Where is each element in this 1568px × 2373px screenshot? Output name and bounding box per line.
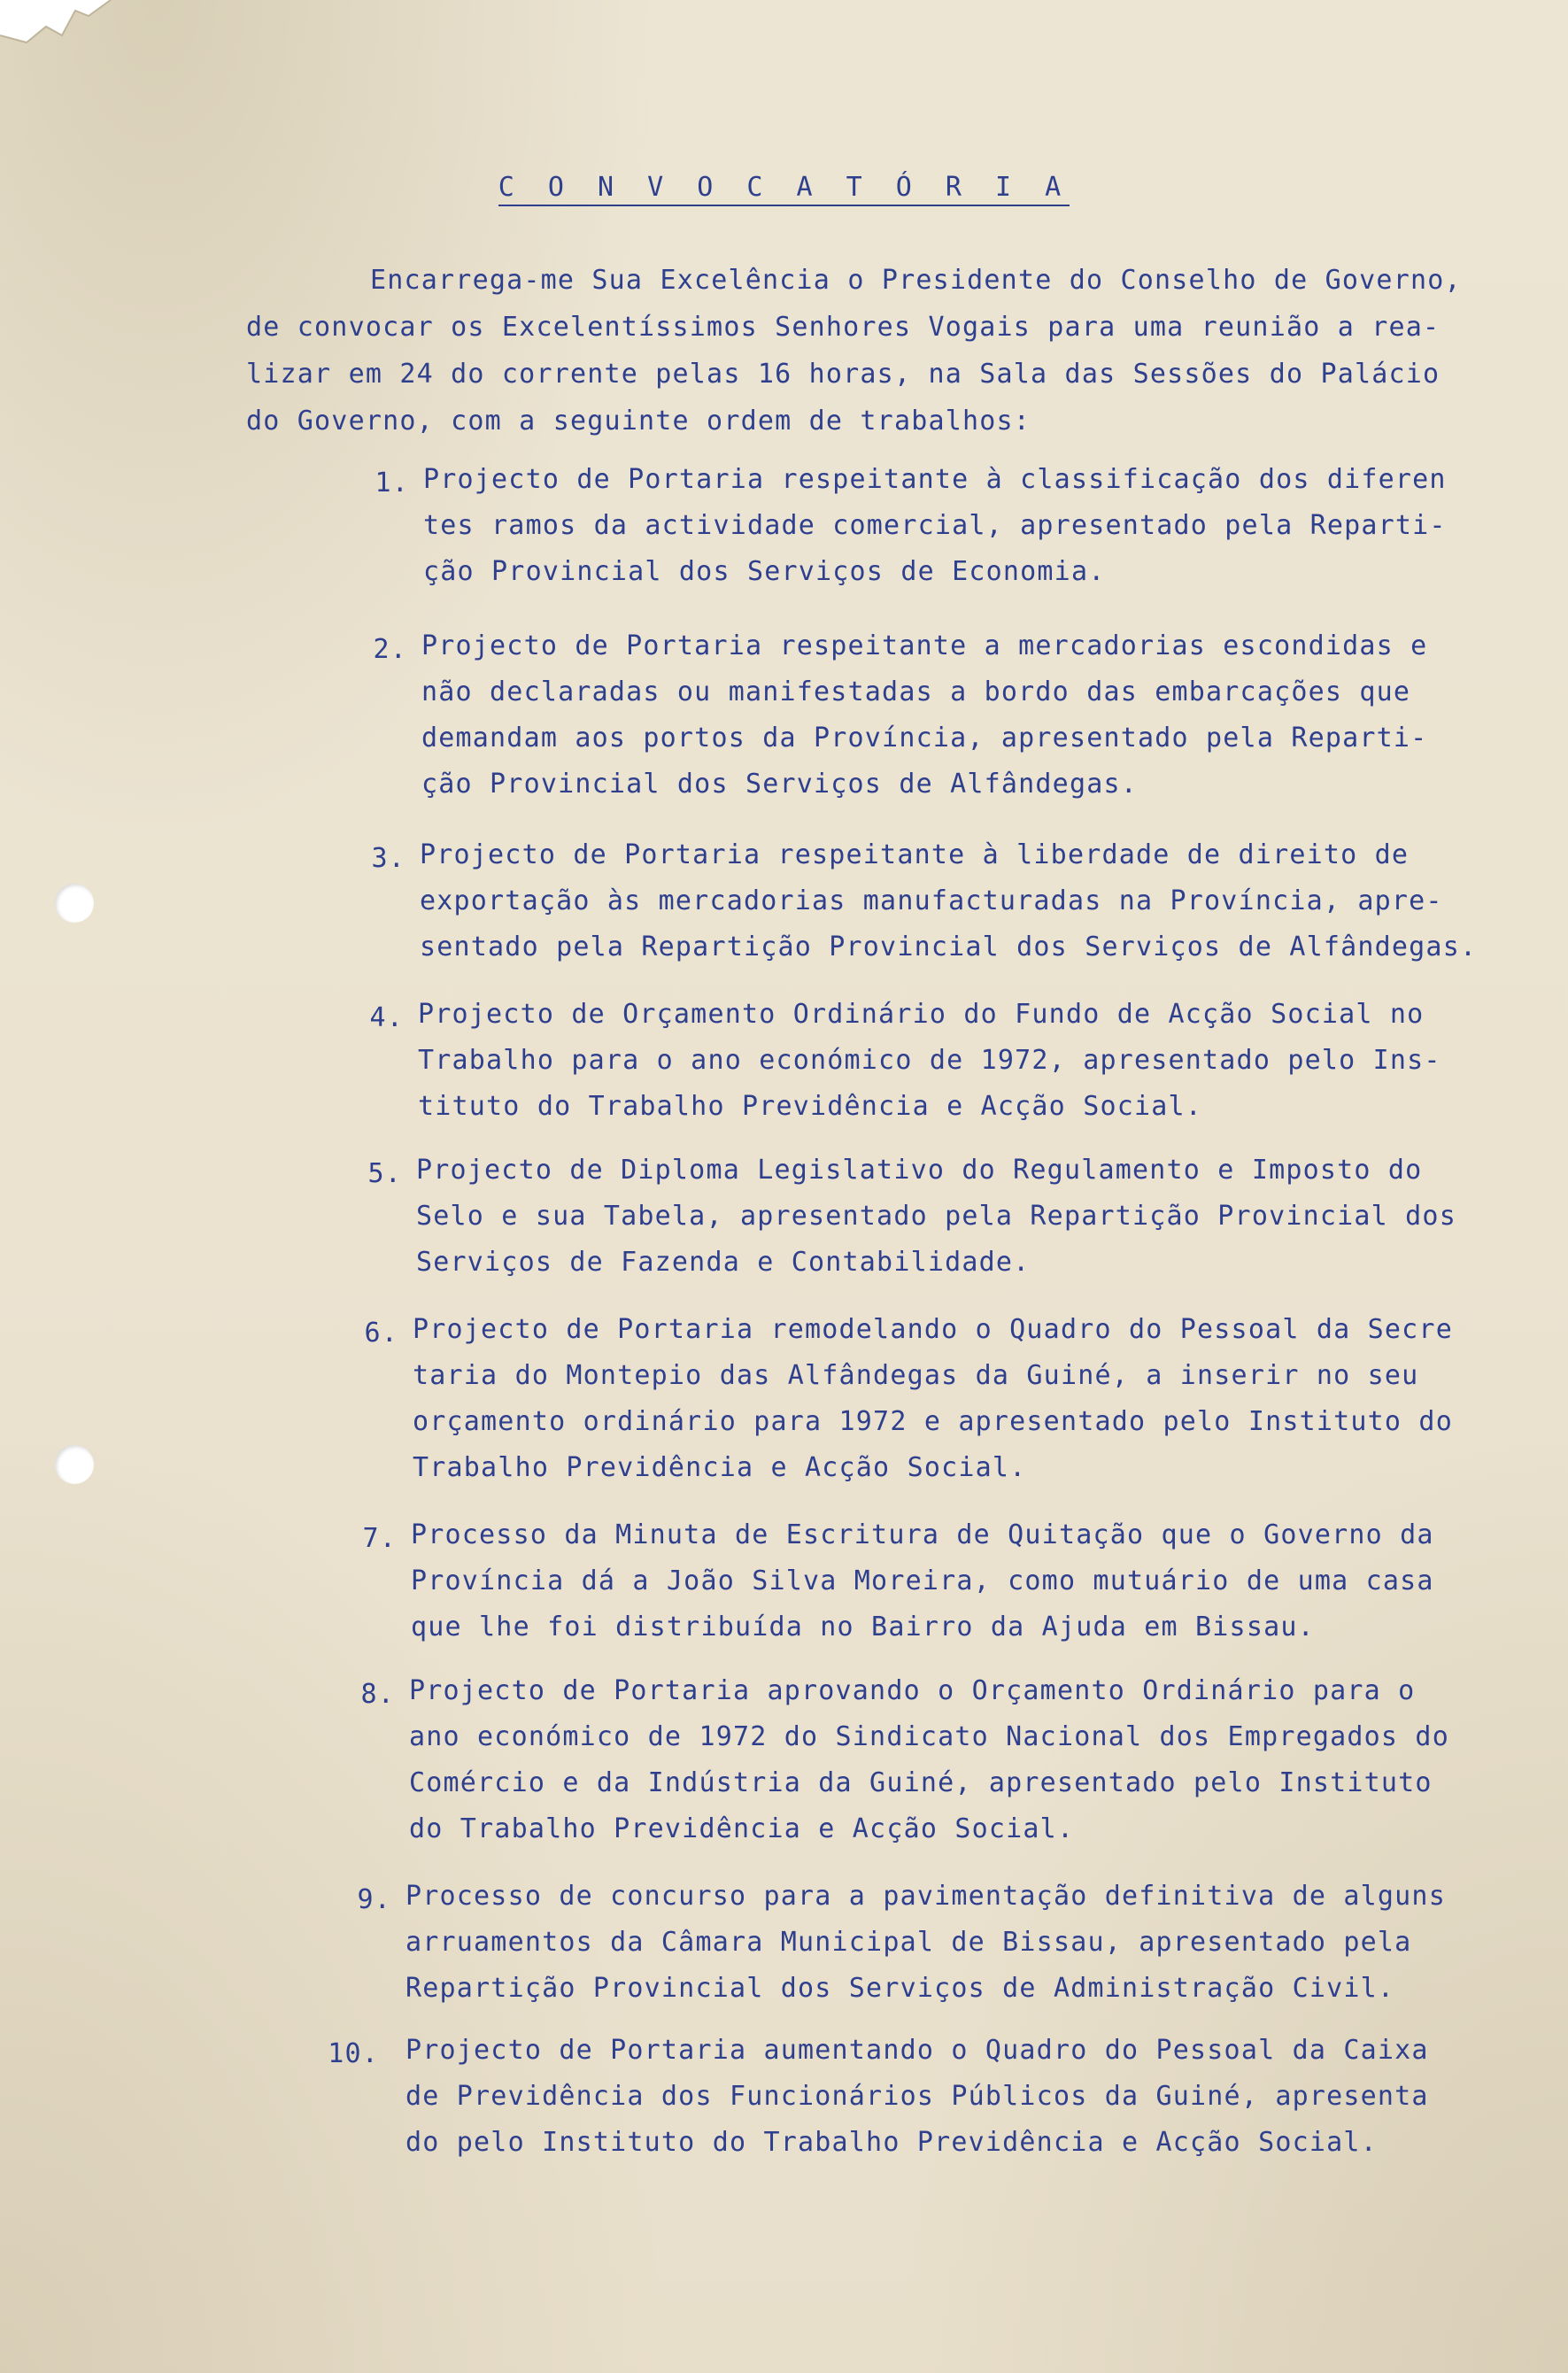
- intro-line: de convocar os Excelentíssimos Senhores Vogais para uma reunião a rea-: [246, 312, 1441, 343]
- agenda-item-number: 3.: [371, 843, 406, 874]
- intro-paragraph: [246, 257, 1486, 444]
- agenda-item-number: 2.: [373, 634, 407, 665]
- agenda-item-number: 5.: [367, 1158, 402, 1189]
- agenda-item-number: 6.: [364, 1318, 398, 1349]
- agenda-item-number: 4.: [369, 1002, 404, 1033]
- agenda-item-number: 7.: [362, 1523, 397, 1554]
- agenda-item-text: Processo da Minuta de Escritura de Quitação que o Governo da Província dá a João Silva Moreira, como mutuário de uma casa que lhe foi distribuída no Bairro da Ajuda em Bissau.: [411, 1519, 1434, 1643]
- agenda-item-text: Projecto de Orçamento Ordinário do Fundo de Acção Social no Trabalho para o ano económico de 1972, apresentado pelo Ins- tituto do Trabalho Previdência e Acção Social.: [418, 999, 1441, 1122]
- agenda-item-text: Projecto de Portaria respeitante a mercadorias escondidas e não declaradas ou manifestadas a bordo das embarcações que demandam aos portos da Província, apresentado pela Reparti- ção Provincial dos Serviços de Alfândegas.: [421, 630, 1428, 800]
- intro-line: lizar em 24 do corrente pelas 16 horas, na Sala das Sessões do Palácio: [246, 359, 1441, 390]
- intro-line: do Governo, com a seguinte ordem de trabalhos:: [246, 406, 1031, 437]
- document-title: C O N V O C A T Ó R I A: [0, 172, 1568, 203]
- agenda-item-text: Projecto de Portaria respeitante à liberdade de direito de exportação às mercadorias manufacturadas na Província, apre- sentado pela Repartição Provincial dos Serviços de Alfândegas.: [420, 839, 1478, 962]
- agenda-item-text: Projecto de Diploma Legislativo do Regulamento e Imposto do Selo e sua Tabela, apresentado pela Repartição Provincial dos Serviços de Fazenda e Contabilidade.: [416, 1155, 1456, 1278]
- intro-line: Encarrega-me Sua Excelência o Presidente do Conselho de Governo,: [370, 265, 1462, 296]
- agenda-item-number: 9.: [357, 1884, 391, 1915]
- agenda-item-text: Processo de concurso para a pavimentação definitiva de alguns arruamentos da Câmara Municipal de Bissau, apresentado pela Repartição Provincial dos Serviços de Administração Civil.: [406, 1881, 1446, 2004]
- agenda-item-text: Projecto de Portaria aprovando o Orçamento Ordinário para o ano económico de 1972 do Sindicato Nacional dos Empregados do Comércio e da Indústria da Guiné, apresentado pelo Instituto do Trabalho Previdência e Acção Social.: [409, 1675, 1449, 1844]
- agenda-item-text: Projecto de Portaria respeitante à classificação dos diferen tes ramos da actividade comercial, apresentado pela Reparti- ção Provincial dos Serviços de Economia.: [423, 464, 1447, 587]
- agenda-item-number: 1.: [375, 468, 409, 499]
- agenda-item-number: 10.: [328, 2038, 379, 2069]
- agenda-item-number: 8.: [360, 1679, 395, 1710]
- agenda-item-text: Projecto de Portaria aumentando o Quadro do Pessoal da Caixa de Previdência dos Funcionários Públicos da Guiné, apresenta do pelo Instituto do Trabalho Previdência e Acção Social.: [406, 2035, 1429, 2158]
- agenda-item-text: Projecto de Portaria remodelando o Quadro do Pessoal da Secre taria do Montepio das Alfândegas da Guiné, a inserir no seu orçamento ordinário para 1972 e apresentado pelo Instituto do Trabalho Previdência e Acção Social.: [413, 1314, 1453, 1483]
